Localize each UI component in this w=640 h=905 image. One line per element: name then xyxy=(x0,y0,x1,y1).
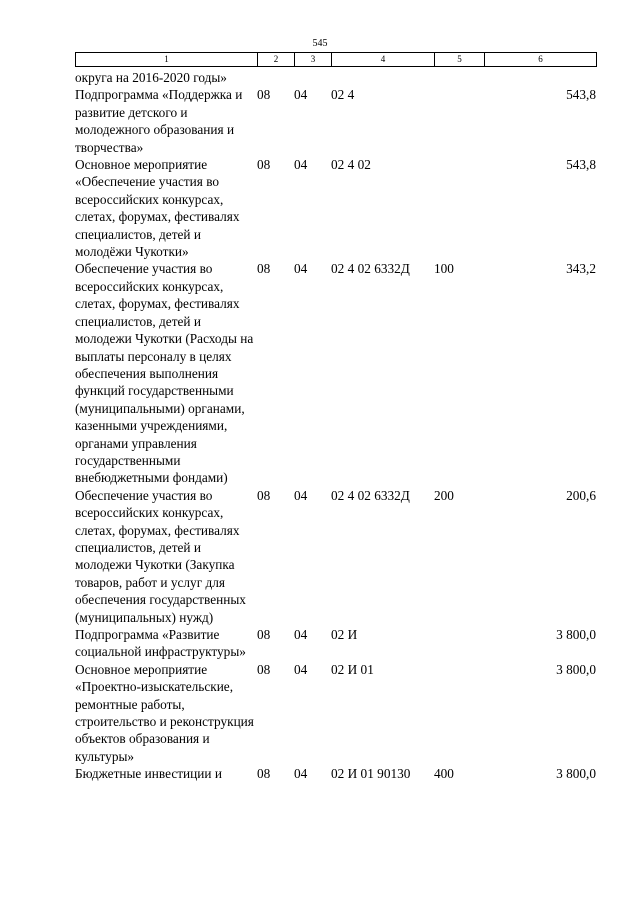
header-col-4: 4 xyxy=(332,53,435,67)
cell-c2: 08 xyxy=(257,487,271,503)
cell-c1: Подпрограмма «Развитие социальной инфраструктуры» xyxy=(75,627,246,660)
cell-c1: Обеспечение участия во всероссийских конкурсах, слетах, форумах, фестивалях специалистов, детей и молодежи Чукотки (Закупка товаров, работ и услуг для обеспечения государственных (муниципальных) нужд) xyxy=(75,487,246,625)
cell-c6: 200,6 xyxy=(566,487,596,503)
cell-c4: 02 4 02 6332Д xyxy=(331,261,410,277)
cell-c1: Бюджетные инвестиции и xyxy=(75,766,222,782)
cell-c1: Обеспечение участия во всероссийских конкурсах, слетах, форумах, фестивалях специалистов, детей и молодежи Чукотки (Расходы на выплаты персоналу в целях обеспечения выполнения функций государственными (муниципальными) органами, казенными учреждениями, органами управления государственными внебюджетными фондами) xyxy=(75,261,254,486)
cell-c2 xyxy=(257,69,294,86)
cell-c1: Основное мероприятие «Проектно-изыскательские, ремонтные работы, строительство и реконструкция объектов образования и культуры» xyxy=(75,661,254,764)
cell-c2: 08 xyxy=(257,261,271,277)
cell-c4: 02 4 02 6332Д xyxy=(331,487,410,503)
header-col-1: 1 xyxy=(76,53,258,67)
table-row xyxy=(75,69,596,86)
cell-c1: Подпрограмма «Поддержка и развитие детского и молодежного образования и творчества» xyxy=(75,87,243,155)
cell-c5: 200 xyxy=(434,487,454,503)
cell-c6: 3 800,0 xyxy=(556,627,596,642)
column-number-header xyxy=(75,52,597,67)
cell-c3: 04 xyxy=(294,661,308,677)
cell-c4: 02 И xyxy=(331,627,358,642)
cell-c6: 543,8 xyxy=(566,87,596,103)
cell-c2: 08 xyxy=(257,661,271,677)
page-number: 545 xyxy=(312,38,328,49)
table-row xyxy=(75,487,596,626)
cell-c4: 02 4 xyxy=(331,87,355,103)
header-col-3: 3 xyxy=(295,53,332,67)
cell-c2: 08 xyxy=(257,766,271,782)
cell-c1: округа на 2016-2020 годы» xyxy=(75,70,227,85)
table-row xyxy=(75,765,596,782)
cell-c5 xyxy=(434,86,484,156)
cell-c4 xyxy=(331,69,434,86)
table-row xyxy=(75,661,596,765)
cell-c4: 02 И 01 90130 xyxy=(331,766,411,782)
cell-c3: 04 xyxy=(294,157,308,173)
cell-c6: 3 800,0 xyxy=(556,661,596,677)
table-row xyxy=(75,86,596,156)
cell-c6: 3 800,0 xyxy=(556,766,596,782)
header-col-5: 5 xyxy=(435,53,485,67)
cell-c2: 08 xyxy=(257,87,271,103)
table-row xyxy=(75,260,596,486)
cell-c3: 04 xyxy=(294,87,308,103)
budget-table xyxy=(75,69,596,783)
cell-c5 xyxy=(434,661,484,765)
cell-c6: 343,2 xyxy=(566,261,596,277)
cell-c2: 08 xyxy=(257,157,271,173)
cell-c3: 04 xyxy=(294,766,308,782)
table-row xyxy=(75,156,596,260)
cell-c5 xyxy=(434,69,484,86)
cell-c3 xyxy=(294,69,331,86)
cell-c5: 400 xyxy=(434,766,454,782)
cell-c2: 08 xyxy=(257,627,271,642)
cell-c5: 100 xyxy=(434,261,454,277)
cell-c3: 04 xyxy=(294,487,308,503)
cell-c4: 02 И 01 xyxy=(331,661,374,677)
header-col-6: 6 xyxy=(485,53,597,67)
table-row xyxy=(75,626,596,661)
header-col-2: 2 xyxy=(258,53,295,67)
cell-c4: 02 4 02 xyxy=(331,157,371,173)
cell-c3: 04 xyxy=(294,627,308,642)
cell-c5 xyxy=(434,156,484,260)
cell-c1: Основное мероприятие «Обеспечение участия во всероссийских конкурсах, слетах, форумах, фестивалях специалистов, детей и молодёжи Чукотки» xyxy=(75,157,240,260)
cell-c3: 04 xyxy=(294,261,308,277)
cell-c6 xyxy=(484,69,596,86)
cell-c5 xyxy=(434,626,484,661)
cell-c6: 543,8 xyxy=(566,157,596,173)
